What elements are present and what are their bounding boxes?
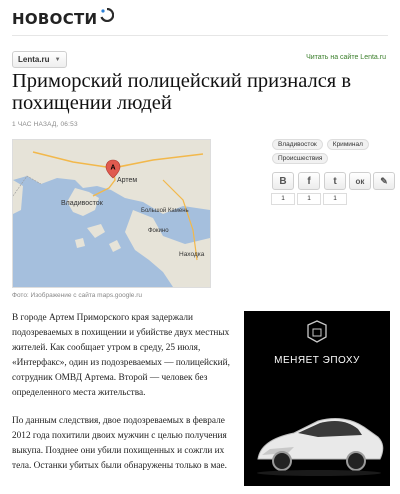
header [12, 6, 114, 32]
share-count-facebook: 1 [297, 193, 321, 205]
article-title: Приморский полицейский признался в похищении людей [12, 70, 352, 114]
tag-incidents[interactable]: Происшествия [272, 153, 328, 164]
share-vk [271, 172, 295, 205]
header-divider [12, 35, 388, 36]
share-facebook [297, 172, 321, 205]
chevron-down-icon: ▼ [54, 56, 61, 63]
article-paragraph: В городе Артем Приморского края задержали подозреваемых в похищении и убийстве двух местных жителей. Как сообщает утром в среду, 25 июля, «Интерфакс», один из подозреваемых — полицейский, сотрудник ОМВД Артема. Второй — человек без определенного места жительства. [12, 313, 230, 398]
ad-graphic [244, 311, 390, 486]
map-marker-letter: A [110, 164, 116, 172]
map-label-artem: Артем [117, 177, 138, 184]
map-label-vladivostok: Владивосток [61, 200, 103, 207]
share-bar [271, 172, 395, 205]
vk-icon[interactable]: B [272, 172, 294, 190]
map-image[interactable] [12, 139, 211, 288]
map-label-bolshoy-kamen: Большой Камень [141, 208, 189, 214]
share-odnoklassniki [349, 172, 371, 205]
car-image [257, 419, 383, 476]
share-count-twitter: 1 [323, 193, 347, 205]
article-body [12, 311, 237, 487]
ad-banner[interactable] [244, 311, 390, 486]
map-graphic [13, 140, 210, 287]
tag-vladivostok[interactable]: Владивосток [272, 139, 323, 150]
logo-text[interactable]: НОВОСТИ [12, 10, 98, 28]
facebook-icon[interactable]: f [298, 172, 320, 190]
ds-logo-icon [308, 321, 326, 342]
tag-list [272, 139, 392, 164]
article-time: 1 ЧАС НАЗАД, 06:53 [12, 121, 78, 128]
ad-headline: МЕНЯЕТ ЭПОХУ [274, 355, 360, 366]
twitter-icon[interactable]: t [324, 172, 346, 190]
article-paragraph: По данным следствия, двое подозреваемых в феврале 2012 года похитили двоих мужчин с целью получения выкупа. Позднее они убили похищенных и сожгли их тела. Останки убитых были обнаружены только в мае. [12, 416, 227, 471]
tag-crime[interactable]: Криминал [327, 139, 369, 150]
map-label-nakhodka: Находка [179, 251, 205, 258]
map-caption: Фото: Изображение с сайта maps.google.ru [12, 292, 142, 299]
source-label: Lenta.ru [18, 55, 50, 64]
logo-icon [100, 8, 114, 22]
share-livejournal [373, 172, 395, 205]
map-label-fokino: Фокино [148, 228, 169, 234]
read-on-site-link[interactable]: Читать на сайте Lenta.ru [306, 54, 386, 61]
source-dropdown[interactable] [12, 51, 67, 68]
share-twitter [323, 172, 347, 205]
share-count-vk: 1 [271, 193, 295, 205]
odnoklassniki-icon[interactable]: ок [349, 172, 371, 190]
livejournal-icon[interactable]: ✎ [373, 172, 395, 190]
